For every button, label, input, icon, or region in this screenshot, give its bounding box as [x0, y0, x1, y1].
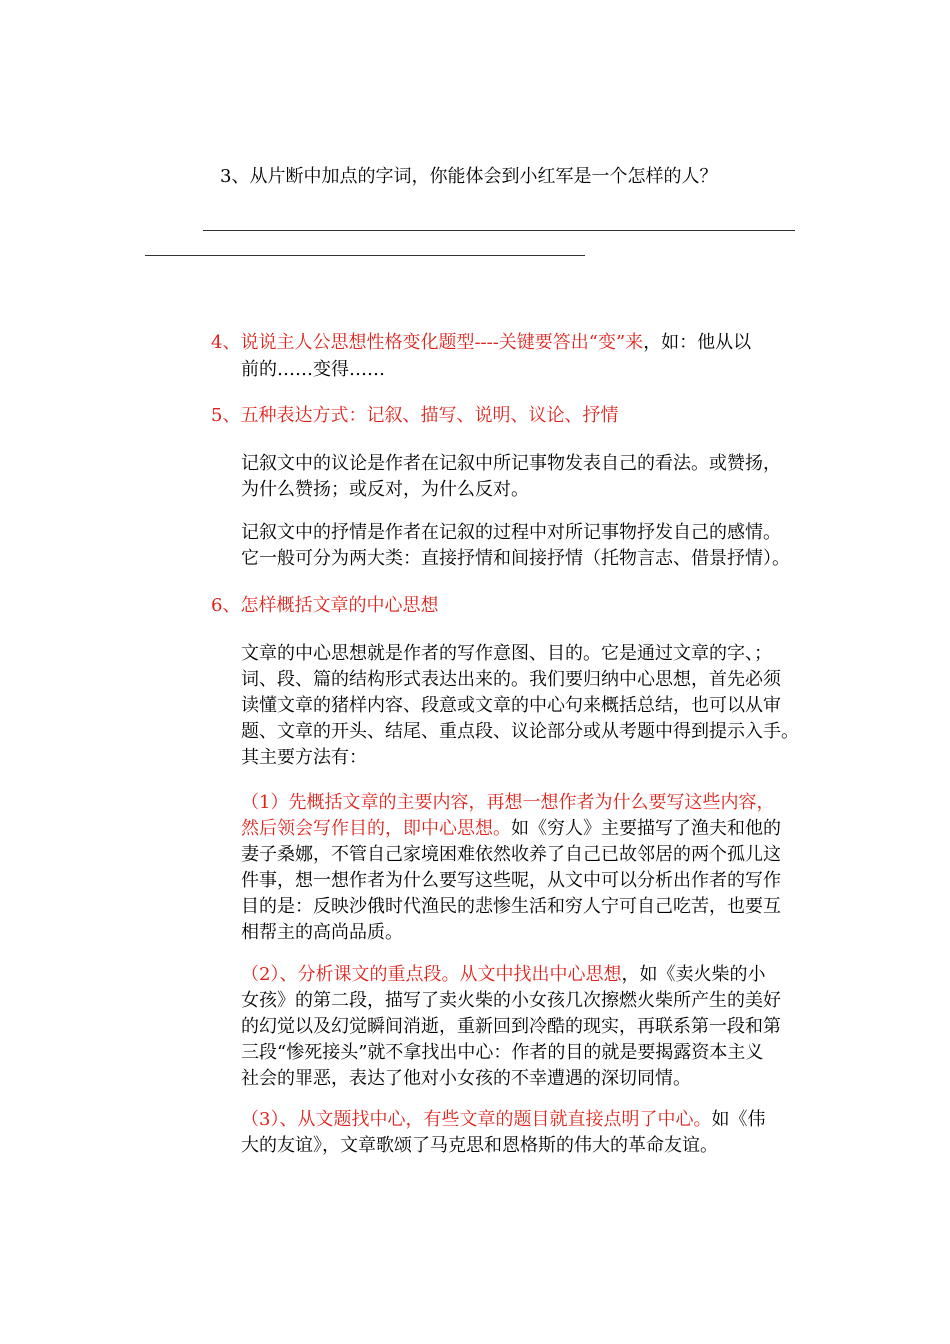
- section-4-key-text: 说说主人公思想性格变化题型----关键要答出“变”来: [240, 332, 644, 353]
- section-6-para-line-3: 读懂文章的猪样内容、段意或文章的中心句来概括总结，也可以从审: [241, 695, 781, 716]
- method-2-example: ，如《卖火柴的小: [621, 964, 766, 985]
- section-5-para-1-line-1: 记叙文中的议论是作者在记叙中所记事物发表自己的看法。或赞扬，: [241, 453, 781, 474]
- section-4-line-2: 前的……变得……: [241, 359, 385, 380]
- method-1-example: 如《穷人》主要描写了渔夫和他的: [511, 818, 781, 839]
- section-6-para-line-1: 文章的中心思想就是作者的写作意图、目的。它是通过文章的字、；: [241, 643, 772, 664]
- section-6-heading: 6、怎样概括文章的中心思想: [211, 595, 439, 616]
- method-1-line-4: 件事，想一想作者为什么要写这些呢，从文中可以分析出作者的写作: [241, 870, 781, 891]
- answer-line-1: [203, 230, 795, 231]
- section-4-example: ，如：他从以: [643, 332, 752, 353]
- section-5-para-1-line-2: 为什么赞扬；或反对，为什么反对。: [241, 479, 529, 500]
- section-4-line-1: [211, 330, 751, 356]
- method-2-line-1: [241, 962, 765, 988]
- method-2-line-2: 女孩》的第二段，描写了卖火柴的小女孩几次擦燃火柴所产生的美好: [241, 990, 781, 1011]
- method-3-example: 如《伟: [711, 1109, 766, 1130]
- section-6-para-line-4: 题、文章的开头、结尾、重点段、议论部分或从考题中得到提示入手。: [241, 721, 799, 742]
- method-2-key-text: （2）、分析课文的重点段。从文中找出中心思想: [241, 964, 622, 985]
- method-2-line-5: 社会的罪恶，表达了他对小女孩的不幸遭遇的深切同情。: [241, 1068, 691, 1089]
- method-1-line-5: 目的是：反映沙俄时代渔民的悲惨生活和穷人宁可自己吃苦，也要互: [241, 896, 781, 917]
- section-6-para-line-2: 词、段、篇的结构形式表达出来的。我们要归纳中心思想，首先必须: [241, 669, 781, 690]
- method-1-line-3: 妻子桑娜，不管自己家境困难依然收养了自己已故邻居的两个孤儿这: [241, 844, 781, 865]
- method-1-line-6: 相帮主的高尚品质。: [241, 922, 403, 943]
- method-3-key-text: （3）、从文题找中心，有些文章的题目就直接点明了中心。: [241, 1109, 712, 1130]
- answer-line-2: [145, 255, 585, 256]
- section-5-para-2-line-1: 记叙文中的抒情是作者在记叙的过程中对所记事物抒发自己的感情。: [241, 522, 781, 543]
- method-2-line-3: 的幻觉以及幻觉瞬间消逝，重新回到冷酷的现实，再联系第一段和第: [241, 1016, 781, 1037]
- method-3-line-2: 大的友谊》，文章歌颂了马克思和恩格斯的伟大的革命友谊。: [241, 1135, 718, 1156]
- question-3: 3、从片断中加点的字词，你能体会到小红军是一个怎样的人？: [220, 166, 718, 187]
- method-1-line-2: [241, 816, 781, 842]
- section-5-heading: 5、五种表达方式：记叙、描写、说明、议论、抒情: [211, 405, 619, 426]
- section-4-number: 4、: [211, 332, 241, 353]
- method-3-line-1: [241, 1107, 765, 1133]
- method-1-line-1: （1）先概括文章的主要内容，再想一想作者为什么要写这些内容，: [241, 792, 775, 813]
- section-6-para-line-5: 其主要方法有：: [241, 747, 367, 768]
- section-5-para-2-line-2: 它一般可分为两大类：直接抒情和间接抒情（托物言志、借景抒情）。: [241, 548, 790, 569]
- method-2-line-4: 三段“惨死接头”就不拿找出中心：作者的目的就是要揭露资本主义: [241, 1042, 764, 1063]
- method-1-key-text: 然后领会写作目的，即中心思想。: [241, 818, 511, 839]
